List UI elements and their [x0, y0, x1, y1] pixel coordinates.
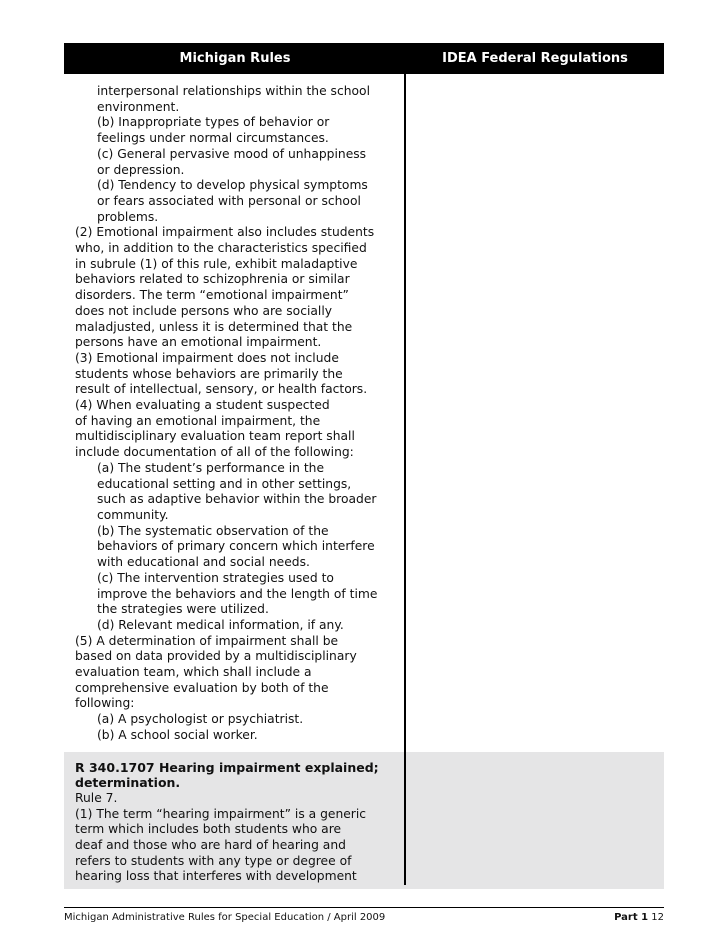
- text-line: (c) The intervention strategies used to: [97, 570, 334, 585]
- rule-title-line-1: R 340.1707 Hearing impairment explained;: [75, 759, 379, 775]
- text-line: include documentation of all of the following:: [75, 445, 354, 460]
- text-line: or fears associated with personal or school: [97, 193, 361, 208]
- text-line: feelings under normal circumstances.: [97, 131, 329, 146]
- text-line: community.: [97, 507, 169, 522]
- text-line: such as adaptive behavior within the broader: [97, 492, 377, 507]
- text-line: (1) The term “hearing impairment” is a generic: [75, 806, 367, 821]
- text-line: term which includes both students who are: [75, 822, 342, 837]
- table-header: [64, 43, 664, 74]
- text-line: of having an emotional impairment, the: [75, 413, 321, 428]
- text-line: (d) Tendency to develop physical symptoms: [97, 178, 368, 193]
- text-line: environment.: [97, 99, 180, 114]
- text-line: (4) When evaluating a student suspected: [75, 398, 330, 413]
- text-line: with educational and social needs.: [97, 555, 310, 570]
- table-row: [64, 74, 664, 752]
- text-line: based on data provided by a multidisciplinary: [75, 649, 357, 664]
- text-line: result of intellectual, sensory, or health factors.: [75, 382, 368, 397]
- text-line: refers to students with any type or degree of: [75, 853, 352, 868]
- footer-page: 12: [651, 912, 664, 923]
- text-line: problems.: [97, 209, 159, 224]
- footer-page-number: [614, 912, 664, 923]
- column-divider: [404, 752, 406, 886]
- text-line: Rule 7.: [75, 790, 118, 805]
- text-line: (b) Inappropriate types of behavior or: [97, 115, 330, 130]
- page-footer: [64, 912, 664, 923]
- text-line: (5) A determination of impairment shall be: [75, 633, 339, 648]
- text-line: evaluation team, which shall include a: [75, 665, 312, 680]
- text-line: students whose behaviors are primarily the: [75, 366, 343, 381]
- footer-document-title: Michigan Administrative Rules for Special Education / April 2009: [64, 912, 386, 923]
- text-line: in subrule (1) of this rule, exhibit maladaptive: [75, 256, 358, 271]
- text-line: (b) The systematic observation of the: [97, 523, 329, 538]
- text-line: interpersonal relationships within the school: [97, 84, 370, 98]
- text-line: (b) A school social worker.: [97, 727, 258, 742]
- text-line: (3) Emotional impairment does not include: [75, 350, 339, 365]
- text-line: does not include persons who are socially: [75, 303, 333, 318]
- text-line: following:: [75, 696, 135, 711]
- text-line: (a) A psychologist or psychiatrist.: [97, 712, 304, 727]
- text-line: comprehensive evaluation by both of the: [75, 680, 329, 695]
- michigan-rules-text: [64, 752, 406, 890]
- text-line: educational setting and in other settings,: [97, 476, 352, 491]
- text-line: persons have an emotional impairment.: [75, 335, 322, 350]
- footer-part: Part 1: [614, 912, 649, 923]
- text-line: behaviors of primary concern which interfere: [97, 539, 375, 554]
- text-line: (a) The student’s performance in the: [97, 460, 325, 475]
- text-line: (2) Emotional impairment also includes students: [75, 225, 375, 240]
- text-line: improve the behaviors and the length of time: [97, 586, 378, 601]
- text-line: who, in addition to the characteristics specified: [75, 241, 367, 256]
- column-divider: [404, 74, 406, 752]
- text-line: disorders. The term “emotional impairment”: [75, 288, 349, 303]
- text-line: maladjusted, unless it is determined that the: [75, 319, 353, 334]
- text-line: behaviors related to schizophrenia or similar: [75, 272, 350, 287]
- header-michigan-rules: Michigan Rules: [179, 51, 291, 66]
- michigan-rules-text: [64, 74, 406, 752]
- footer-rule: [64, 907, 664, 908]
- table-row-shaded: [64, 752, 664, 890]
- rules-comparison-table: [64, 43, 664, 889]
- header-idea-federal-regulations: IDEA Federal Regulations: [442, 51, 628, 66]
- text-line: multidisciplinary evaluation team report shall: [75, 429, 355, 444]
- text-line: deaf and those who are hard of hearing and: [75, 838, 346, 853]
- text-line: or depression.: [97, 162, 185, 177]
- text-line: the strategies were utilized.: [97, 602, 269, 617]
- text-line: (c) General pervasive mood of unhappiness: [97, 146, 367, 161]
- text-line: (d) Relevant medical information, if any.: [97, 617, 344, 632]
- text-line: hearing loss that interferes with development: [75, 869, 357, 884]
- rule-title-line-2: determination.: [75, 775, 181, 791]
